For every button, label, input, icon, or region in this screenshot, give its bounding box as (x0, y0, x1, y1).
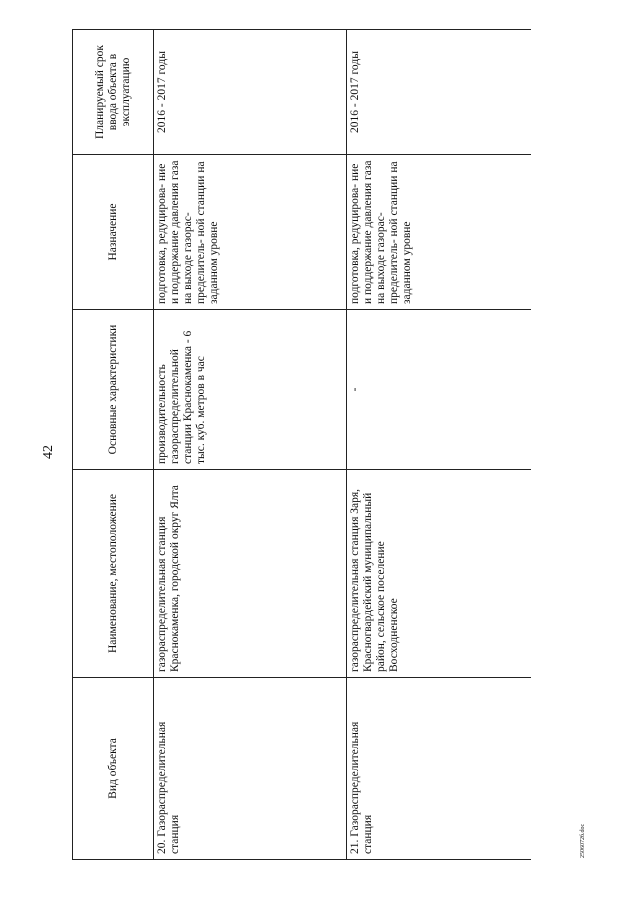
rotated-table-wrapper (72, 30, 413, 860)
cell-name: газораспределительная станция Заря, Красногвардейский муниципальный район, сельское поселение Восходненское (347, 470, 532, 678)
cell-characteristics: производительность газораспределительной станции Краснокаменка - 6 тыс. куб. метров в час (154, 310, 347, 470)
cell-type: 21. Газораспределительная станция (347, 678, 532, 860)
cell-characteristics: - (347, 310, 532, 470)
footer-code: 2506072б.doc (580, 823, 586, 858)
cell-term: 2016 - 2017 годы (347, 30, 532, 155)
cell-purpose: подготовка, редуцирова- ние и поддержание давления газа на выходе газорас- пределитель- ной станции на заданном уровне (154, 155, 347, 310)
page-number: 42 (41, 445, 56, 459)
facilities-table (72, 29, 531, 860)
cell-type: 20. Газораспределительная станция (154, 678, 347, 860)
header-purpose: Назначение (73, 155, 154, 310)
header-term: Планируемый срок ввода объекта в эксплуатацию (73, 30, 154, 155)
table-header-row (73, 30, 154, 860)
table-row (347, 30, 532, 860)
cell-term: 2016 - 2017 годы (154, 30, 347, 155)
cell-name: газораспределительная станция Краснокаменка, городской округ Ялта (154, 470, 347, 678)
header-name: Наименование, местоположение (73, 470, 154, 678)
header-type: Вид объекта (73, 678, 154, 860)
header-characteristics: Основные характеристики (73, 310, 154, 470)
table-row (154, 30, 347, 860)
cell-purpose: подготовка, редуцирова- ние и поддержание давления газа на выходе газорас- пределитель- ной станции на заданном уровне (347, 155, 532, 310)
